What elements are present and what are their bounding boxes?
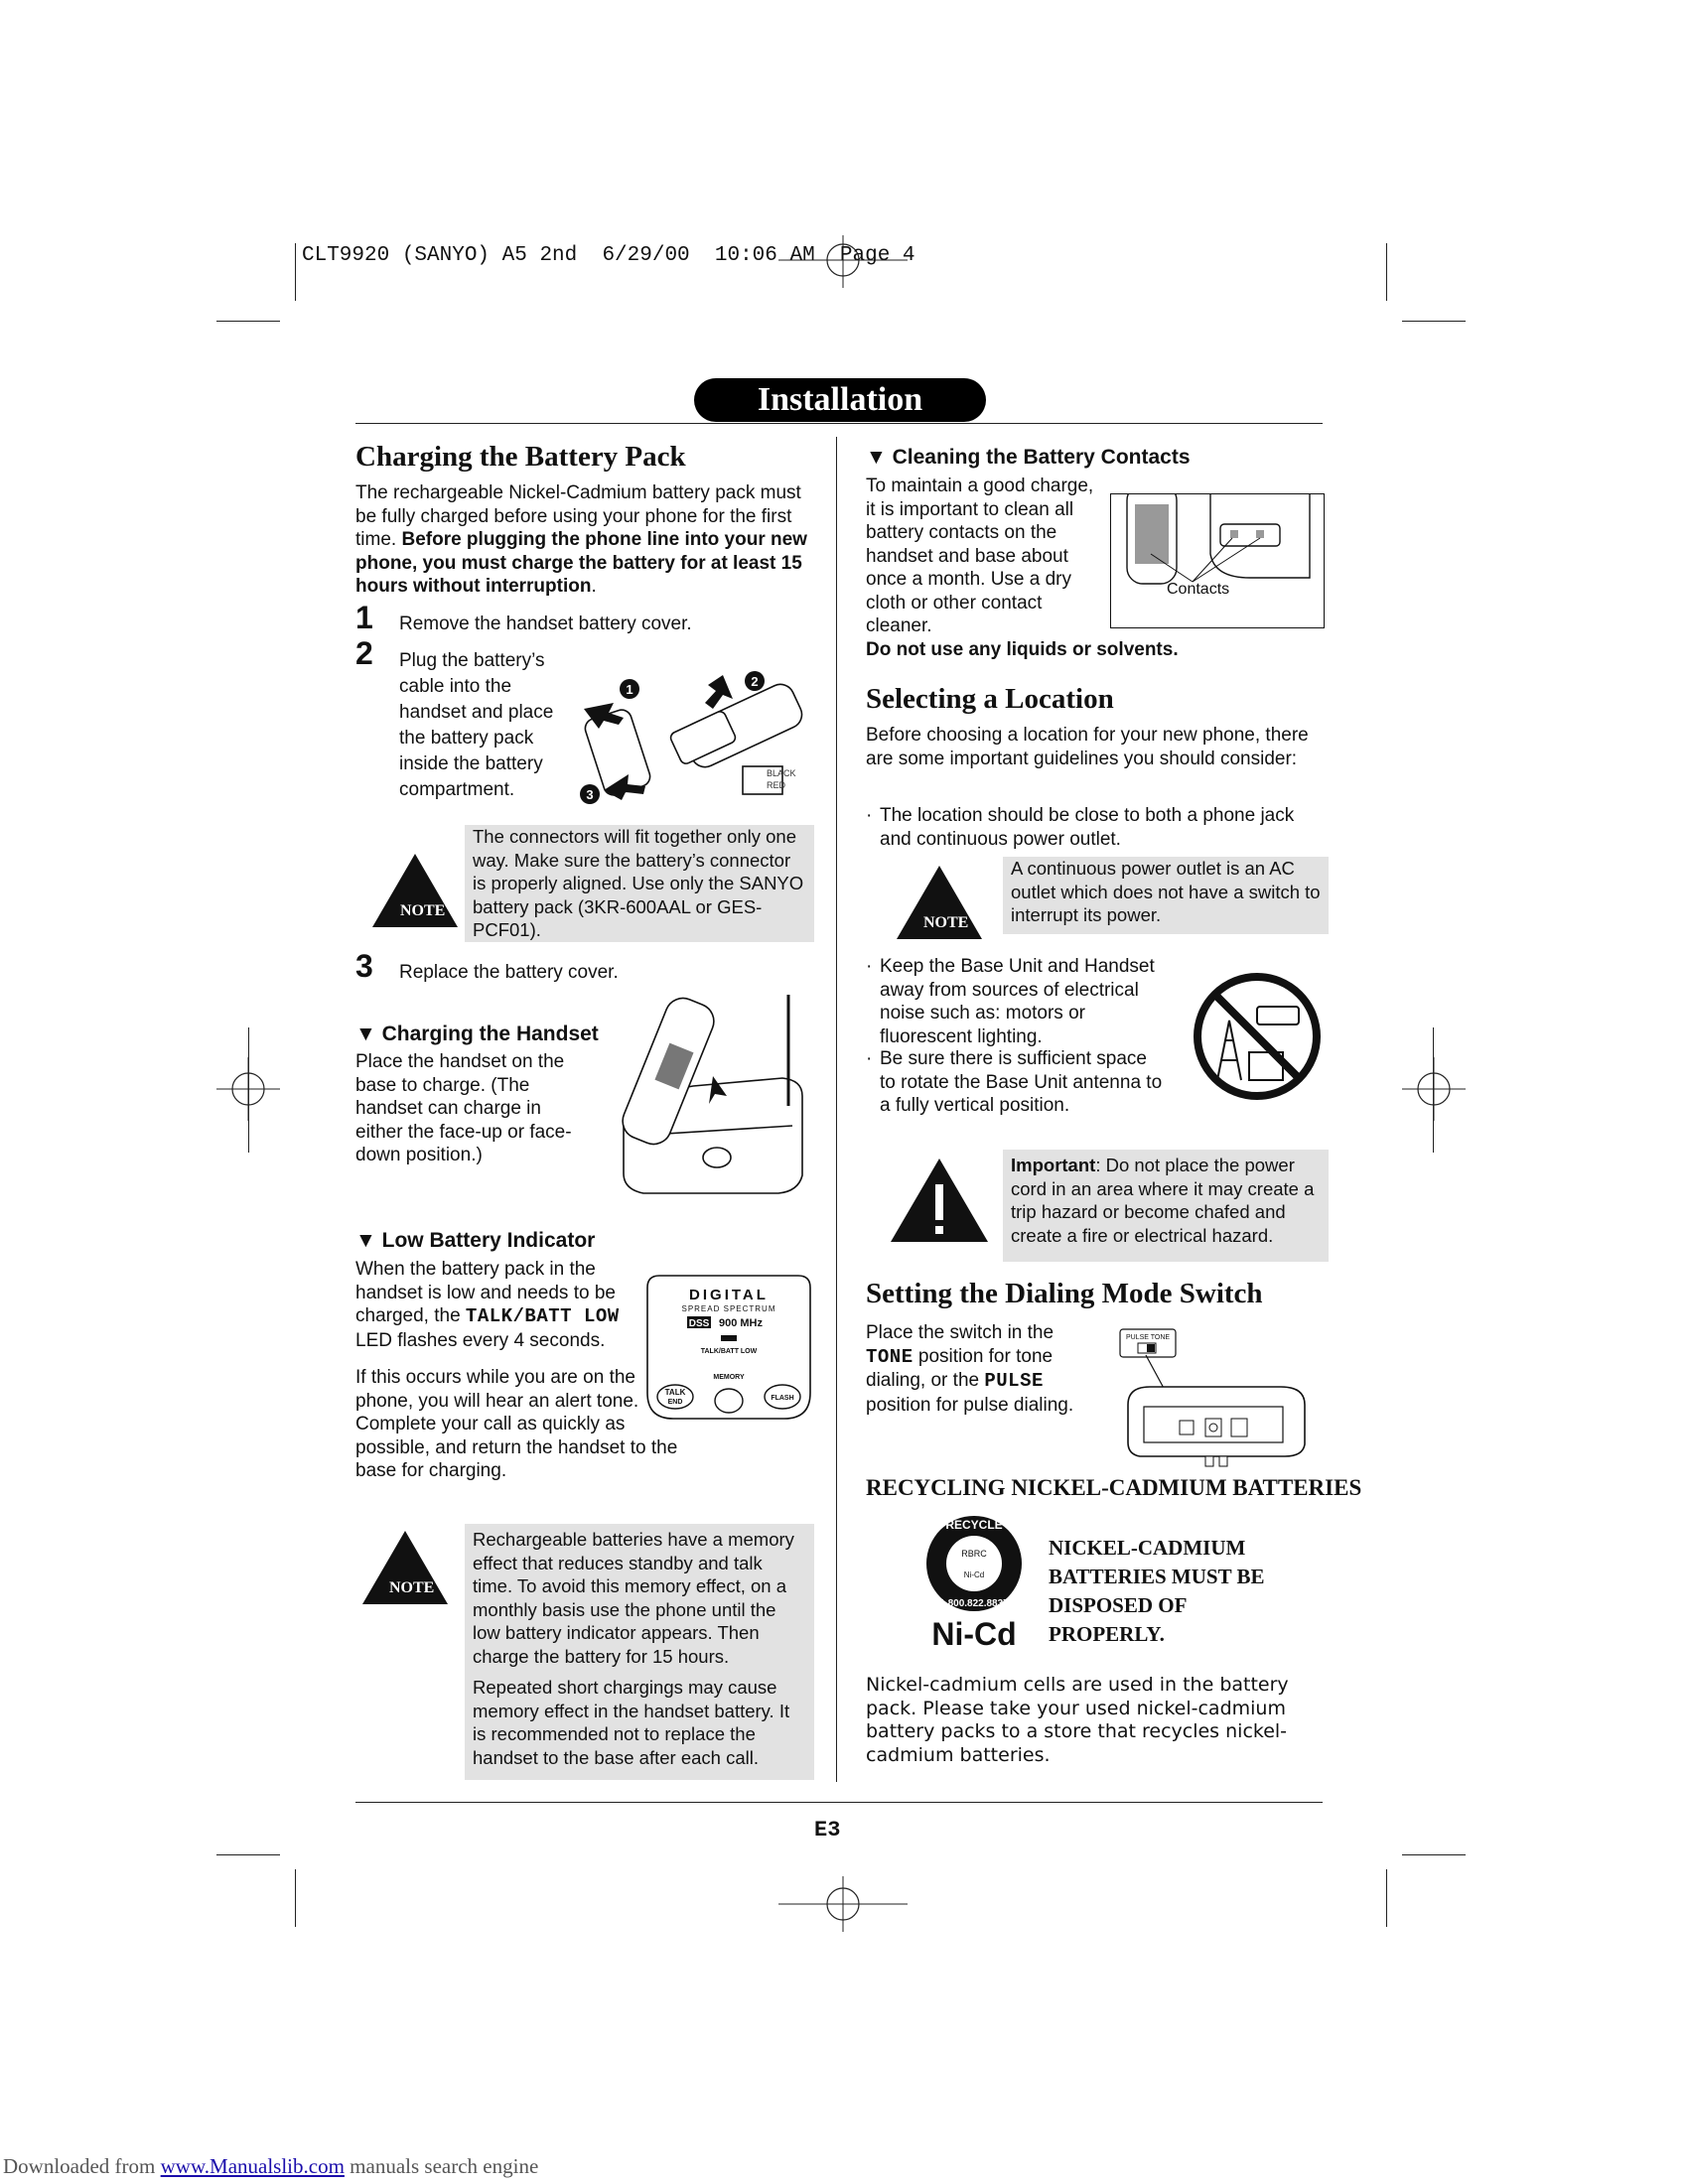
important-box [1003,1150,1329,1262]
step-2-text: Plug the battery’s cable into the handset and place the battery pack inside the battery compartment. [399,650,554,800]
cleaning-title: ▼ Cleaning the Battery Contacts [866,446,1191,469]
charging-intro [355,481,810,599]
charging-handset-text: Place the handset on the base to charge. (The handset can charge in either the face-up or face-down position.) [355,1051,572,1165]
panel-end: END [667,1399,683,1406]
print-header: CLT9920 (SANYO) A5 2nd 6/29/00 10:06 AM Page 4 [302,244,915,267]
footer-prefix: Downloaded from [3,2154,156,2178]
low-battery-text-b: LED flashes every 4 seconds. [355,1329,606,1351]
step-3-number: 3 [355,948,373,984]
section-title: Installation [694,378,986,422]
panel-dss: DSS [688,1318,710,1329]
dialing-text-c: position for pulse dialing. [866,1394,1074,1416]
cleaning-text: To maintain a good charge, it is important to clean all battery contacts on the handset and base about once a month. Use a dry cloth or other contact cleaner. [866,476,1094,636]
location-bullet-2: · Keep the Base Unit and Handset away from sources of electrical noise such as: motors or fluorescent lighting. [866,956,1155,1047]
low-battery-text-a: When the battery pack in the handset is low and needs to be charged, the [355,1259,616,1326]
location-note-label: NOTE [923,914,969,931]
location-bullet-1-text: The location should be close to both a phone jack and continuous power outlet. [880,805,1295,850]
panel-brand: DIGITAL [689,1287,769,1303]
panel-freq: 900 MHz [718,1317,764,1329]
battery-install-illustration [574,663,812,812]
location-note-text: A continuous power outlet is an AC outlet which does not have a switch to interrupt its power. [1011,858,1321,925]
note-1-text: The connectors will fit together only one way. Make sure the battery’s connector is properly aligned. Use only the SANYO battery pack (3KR-600AAL or GES-PCF01). [473,826,804,940]
note-2-label: NOTE [389,1579,435,1596]
panel-led-label: TALK/BATT LOW [700,1348,758,1355]
page-number: E3 [814,1818,841,1843]
panel-flash: FLASH [771,1395,794,1402]
note-1-label: NOTE [400,902,446,919]
charging-intro-text: The rechargeable Nickel-Cadmium battery pack must be fully charged before using your phone for the first time. [355,482,801,550]
step-1-number: 1 [355,600,373,635]
low-battery-text [355,1258,635,1352]
contacts-figure [1110,493,1325,628]
nicd-logo-text: Ni-Cd [931,1616,1017,1651]
column-divider [836,437,837,1782]
switch-label: PULSE TONE [1125,1334,1171,1341]
callout-2-label: 2 [751,674,759,689]
no-interference-icon [1192,971,1323,1102]
step-2-number: 2 [355,635,373,671]
dialing-text [866,1321,1096,1417]
location-note-box [1003,857,1329,934]
dialing-title: Setting the Dialing Mode Switch [866,1278,1263,1309]
footer-suffix: manuals search engine [350,2154,539,2178]
registration-mark-right [1402,1057,1466,1121]
connector-label-black: BLACK [767,768,796,778]
footer-rule [355,1802,1323,1803]
connector-label-red: RED [767,780,786,790]
location-bullet-3-text: Be sure there is sufficient space to rotate the Base Unit antenna to a fully vertical position. [880,1048,1163,1116]
registration-mark-bottom [778,1874,908,1934]
callout-1-label: 1 [626,682,633,697]
dialing-switch-illustration [1110,1325,1309,1474]
note-1-box [465,825,814,942]
callout-3-label: 3 [586,787,594,802]
contacts-illustration [1111,494,1325,628]
charging-intro-end: . [591,576,597,597]
registration-mark-left [216,1057,280,1121]
seal-phone: 1.800.822.8837 [939,1598,1009,1609]
manualslib-link[interactable]: www.Manualslib.com [160,2154,345,2178]
header-rule [355,423,1323,424]
talk-batt-low-keyword: TALK/BATT LOW [465,1305,620,1327]
recycling-warning: NICKEL-CADMIUM BATTERIES MUST BE DISPOSED OF PROPERLY. [1049,1536,1265,1646]
low-battery-alert-text: If this occurs while you are on the phone, you will hear an alert tone. Complete your call as quickly as possible, and return the handset to the base for charging. [355,1367,678,1481]
important-text [1011,1154,1321,1247]
step-3-text: Replace the battery cover. [399,962,619,983]
location-title: Selecting a Location [866,683,1114,715]
charging-handset-title: ▼ Charging the Handset [355,1023,599,1045]
important-label: Important [1011,1155,1096,1175]
rbrc-recycle-seal [919,1512,1029,1651]
panel-sub: SPREAD SPECTRUM [681,1304,776,1313]
download-footer [3,2154,538,2179]
location-bullet-1: · The location should be close to both a phone jack and continuous power outlet. [866,805,1295,850]
recycling-title: RECYCLING NICKEL-CADMIUM BATTERIES [866,1475,1362,1500]
dialing-text-b: position for tone dialing, or the [866,1345,1054,1391]
note-2-box [465,1524,814,1780]
tone-keyword: TONE [866,1345,914,1368]
seal-org: RBRC [961,1549,987,1559]
panel-memory: MEMORY [713,1374,745,1381]
location-bullet-2-text: Keep the Base Unit and Handset away from sources of electrical noise such as: motors or fluorescent lighting. [880,956,1155,1047]
contacts-label: Contacts [1167,581,1230,598]
step-1-text: Remove the handset battery cover. [399,614,692,634]
note-2-para-1: Rechargeable batteries have a memory effect that reduces standby and talk time. To avoid this memory effect, on a monthly basis use the phone until the low battery indicator appears. Then charge the battery for 15 hours. [473,1529,794,1667]
charging-intro-bold: Before plugging the phone line into your new phone, you must charge the battery for at least 15 hours without interruption [355,529,807,597]
low-battery-title: ▼ Low Battery Indicator [355,1229,596,1252]
seal-top: RECYCLE [945,1518,1003,1532]
pulse-keyword: PULSE [984,1370,1044,1392]
location-bullet-3: · Be sure there is sufficient space to rotate the Base Unit antenna to a fully vertical position. [866,1048,1163,1116]
seal-chem: Ni-Cd [963,1570,985,1579]
important-body: : Do not place the power cord in an area where it may create a trip hazard or become chafed and create a fire or electrical hazard. [1011,1155,1315,1246]
location-intro: Before choosing a location for your new phone, there are some important guidelines you should consider: [866,725,1309,769]
note-2-para-2: Repeated short chargings may cause memory effect in the handset battery. It is recommended not to replace the handset to the base after each call. [473,1677,790,1768]
cleaning-warning: Do not use any liquids or solvents. [866,639,1179,660]
handset-on-base-illustration [604,987,814,1201]
panel-talk: TALK [664,1388,686,1397]
dialing-text-a: Place the switch in the [866,1322,1055,1343]
charging-title: Charging the Battery Pack [355,441,686,473]
recycling-text: Nickel-cadmium cells are used in the battery pack. Please take your used nickel-cadmium battery packs to a store that recycles nickel-cadmium batteries. [866,1674,1289,1766]
base-control-panel-illustration [645,1274,812,1423]
important-warning-icon [889,1157,990,1246]
